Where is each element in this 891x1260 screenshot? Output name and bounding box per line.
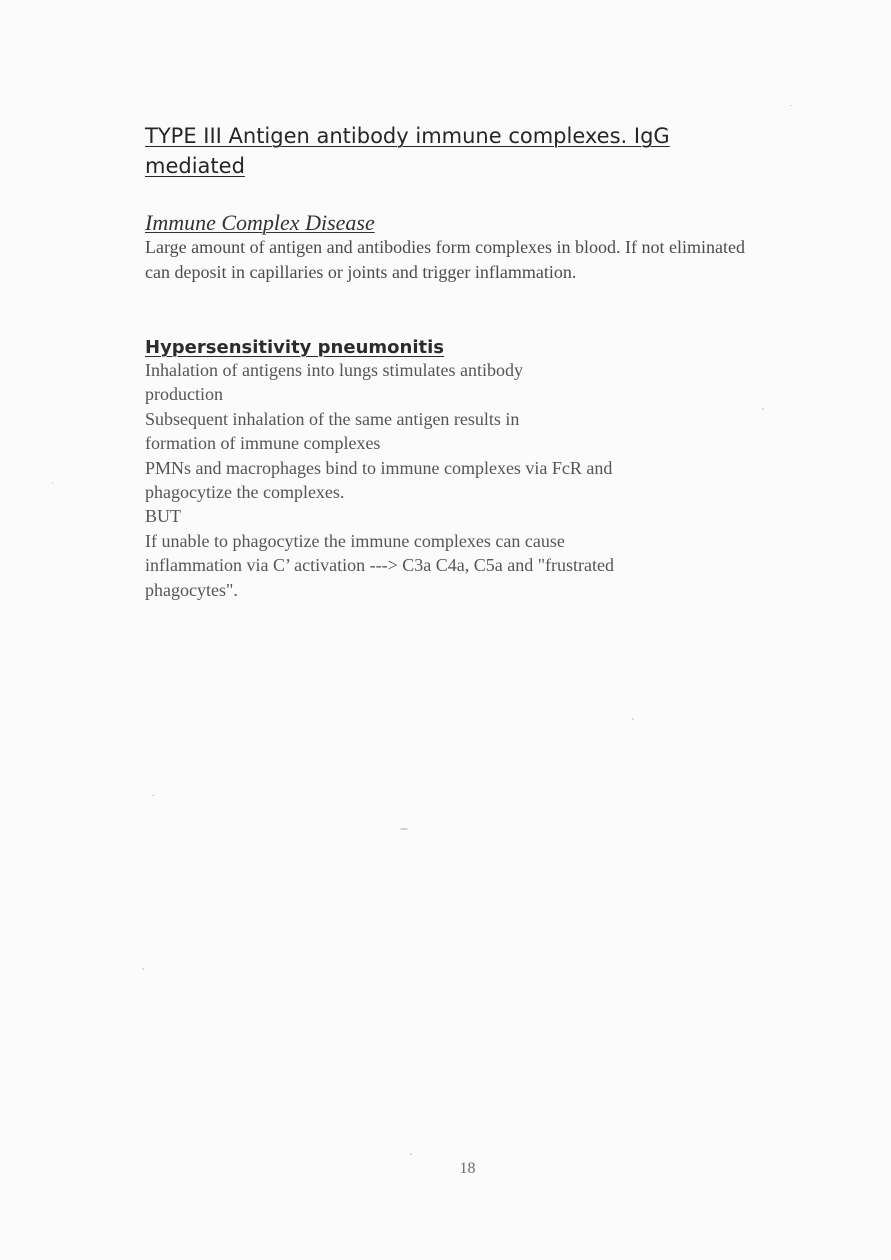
scan-speck (52, 482, 53, 484)
page-number: 18 (459, 1160, 476, 1177)
body-line: BUT (145, 506, 181, 527)
section-paragraph: Large amount of antigen and antibodies form complexes in blood. If not eliminated can deposit in capillaries or joints and trigger inflammation. (145, 237, 746, 282)
scan-speck (400, 828, 408, 830)
hypersensitivity-body (145, 358, 614, 602)
scan-speck (410, 1153, 412, 1155)
body-line: phagocytize the complexes. (145, 482, 345, 503)
body-line: inflammation via C’ activation ---> C3a C4a, C5a and "frustrated (145, 555, 615, 576)
body-line: formation of immune complexes (145, 433, 381, 454)
section-title: Immune Complex Disease (145, 210, 375, 235)
main-heading: TYPE III Antigen antibody immune complexes. IgG mediated (145, 124, 670, 178)
scan-speck (762, 408, 764, 410)
body-line: If unable to phagocytize the immune complexes can cause (145, 530, 565, 551)
body-line: Inhalation of antigens into lungs stimulates antibody (145, 360, 523, 380)
body-line: production (145, 384, 223, 405)
body-line: PMNs and macrophages bind to immune complexes via FcR and (145, 457, 613, 478)
scan-speck (790, 105, 792, 106)
hypersensitivity-title: Hypersensitivity pneumonitis (145, 337, 444, 358)
scan-speck (142, 968, 144, 970)
scan-speck (152, 795, 155, 796)
body-line: phagocytes". (145, 579, 238, 600)
body-line: Subsequent inhalation of the same antigen results in (145, 408, 520, 429)
scan-speck (632, 718, 634, 720)
